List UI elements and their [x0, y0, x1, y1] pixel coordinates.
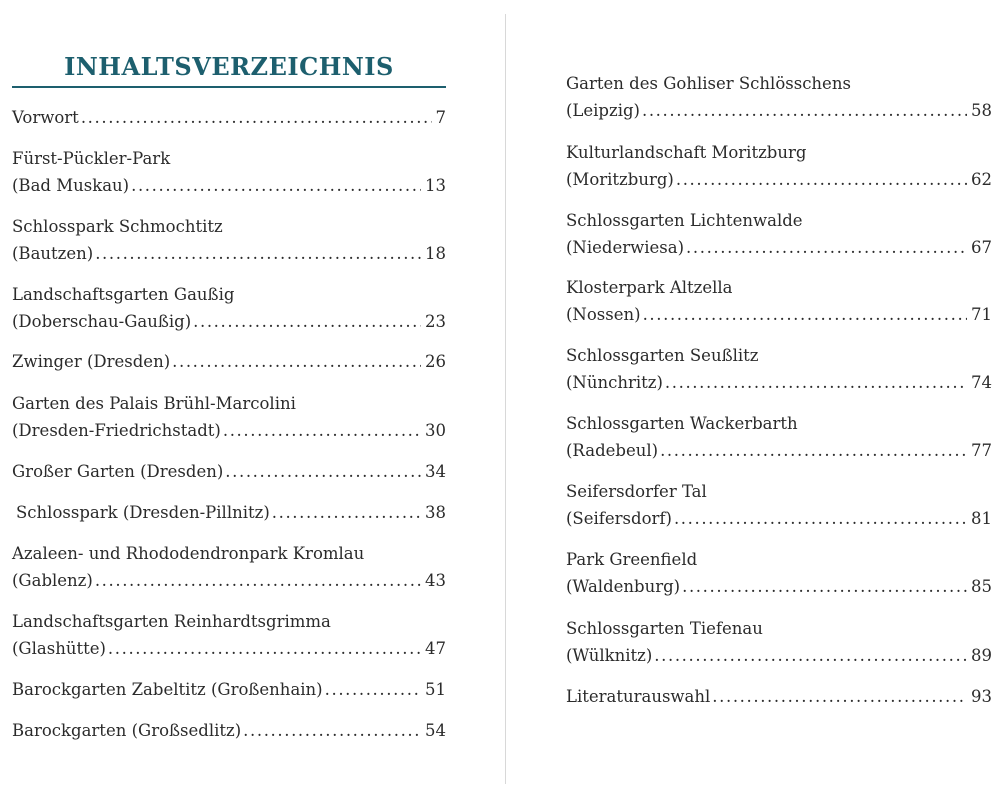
toc-page-number: 62 [971, 170, 992, 189]
toc-entry-location: (Doberschau-Gaußig) [12, 312, 192, 331]
toc-entry[interactable] [12, 104, 446, 131]
toc-page-number: 47 [425, 639, 446, 658]
dot-leader [193, 308, 421, 335]
toc-entry-title: Schlossgarten Seußlitz [566, 346, 759, 365]
dot-leader [682, 573, 967, 600]
toc-entry-title: Garten des Gohliser Schlösschens [566, 74, 851, 93]
toc-entry-title: Schlosspark Schmochtitz [12, 217, 223, 236]
toc-entry-location: Zwinger (Dresden) [12, 352, 171, 371]
toc-entry[interactable] [12, 499, 446, 526]
toc-entry[interactable] [12, 717, 446, 744]
toc-entry-title: Schlossgarten Lichtenwalde [566, 211, 803, 230]
toc-entry[interactable] [566, 139, 992, 193]
toc-page-number: 67 [971, 238, 992, 257]
toc-entry-location: (Leipzig) [566, 101, 640, 120]
toc-entry-location: Schlosspark (Dresden-Pillnitz) [16, 503, 270, 522]
toc-entry-location: (Waldenburg) [566, 577, 681, 596]
toc-page-number: 89 [971, 646, 992, 665]
toc-entry-title: Schlossgarten Tiefenau [566, 619, 763, 638]
dot-leader [95, 567, 421, 594]
dot-leader [325, 676, 421, 703]
toc-page-number: 7 [435, 108, 446, 127]
toc-page-number: 43 [425, 571, 446, 590]
dot-leader [131, 172, 421, 199]
toc-entry-location: Barockgarten Zabeltitz (Großenhain) [12, 680, 323, 699]
toc-entry-location: (Nünchritz) [566, 373, 663, 392]
toc-entry-location: (Wülknitz) [566, 646, 653, 665]
dot-leader [686, 234, 967, 261]
right-page [566, 0, 992, 800]
toc-entry-title: Seifersdorfer Tal [566, 482, 707, 501]
toc-page-number: 81 [971, 509, 992, 528]
toc-page-number: 74 [971, 373, 992, 392]
toc-page-number: 85 [971, 577, 992, 596]
dot-leader [243, 717, 421, 744]
dot-leader [665, 369, 967, 396]
toc-entry-location: (Glashütte) [12, 639, 106, 658]
dot-leader [108, 635, 421, 662]
dot-leader [223, 417, 421, 444]
toc-page-number: 71 [971, 305, 992, 324]
dot-leader [172, 348, 421, 375]
toc-page-number: 23 [425, 312, 446, 331]
toc-entry[interactable] [566, 615, 992, 669]
toc-page-number: 54 [425, 721, 446, 740]
toc-entry[interactable] [566, 683, 992, 710]
dot-leader [654, 642, 967, 669]
toc-page-number: 51 [425, 680, 446, 699]
toc-page-number: 18 [425, 244, 446, 263]
toc-entry-location: (Dresden-Friedrichstadt) [12, 421, 221, 440]
dot-leader [272, 499, 421, 526]
toc-page-number: 77 [971, 441, 992, 460]
toc-entry[interactable] [566, 342, 992, 396]
toc-entry-title: Fürst-Pückler-Park [12, 149, 171, 168]
toc-entry-location: Vorwort [12, 108, 79, 127]
toc-entry-location: Barockgarten (Großsedlitz) [12, 721, 242, 740]
dot-leader [642, 97, 967, 124]
left-page [12, 0, 446, 800]
toc-entry-location: (Moritzburg) [566, 170, 674, 189]
toc-entry-location: (Seifersdorf) [566, 509, 672, 528]
toc-entry-location: (Radebeul) [566, 441, 659, 460]
toc-page-number: 30 [425, 421, 446, 440]
toc-entry[interactable] [566, 207, 992, 261]
dot-leader [676, 166, 967, 193]
toc-entry[interactable] [12, 458, 446, 485]
toc-page-number: 58 [971, 101, 992, 120]
title-underline [12, 86, 446, 88]
toc-entry[interactable] [12, 390, 446, 444]
dot-leader [643, 301, 967, 328]
toc-entry-title: Klosterpark Altzella [566, 278, 733, 297]
toc-title: INHALTSVERZEICHNIS [64, 52, 394, 81]
dot-leader [712, 683, 967, 710]
toc-entry[interactable] [12, 145, 446, 199]
dot-leader [225, 458, 421, 485]
toc-entry[interactable] [566, 70, 992, 124]
toc-entry-location: (Bad Muskau) [12, 176, 130, 195]
toc-entry[interactable] [12, 348, 446, 375]
dot-leader [95, 240, 421, 267]
toc-entry-title: Park Greenfield [566, 550, 698, 569]
toc-entry[interactable] [12, 676, 446, 703]
toc-entry[interactable] [12, 281, 446, 335]
toc-entry[interactable] [566, 546, 992, 600]
toc-entry-title: Kulturlandschaft Moritzburg [566, 143, 807, 162]
toc-page-number: 38 [425, 503, 446, 522]
page-divider [505, 14, 506, 784]
toc-page-number: 34 [425, 462, 446, 481]
toc-entry-location: (Bautzen) [12, 244, 94, 263]
toc-entry-title: Azaleen- und Rhododendronpark Kromlau [12, 544, 365, 563]
toc-page-number: 93 [971, 687, 992, 706]
toc-entry-location: Großer Garten (Dresden) [12, 462, 224, 481]
dot-leader [660, 437, 967, 464]
toc-page-number: 26 [425, 352, 446, 371]
toc-entry[interactable] [566, 478, 992, 532]
toc-entry[interactable] [566, 274, 992, 328]
toc-page-number: 13 [425, 176, 446, 195]
toc-entry[interactable] [12, 540, 446, 594]
toc-entry-title: Schlossgarten Wackerbarth [566, 414, 798, 433]
dot-leader [81, 104, 432, 131]
toc-entry-title: Landschaftsgarten Gaußig [12, 285, 235, 304]
toc-entry-title: Landschaftsgarten Reinhardtsgrimma [12, 612, 331, 631]
toc-entry-location: (Nossen) [566, 305, 641, 324]
toc-entry[interactable] [12, 608, 446, 662]
dot-leader [674, 505, 967, 532]
toc-entry-location: (Gablenz) [12, 571, 93, 590]
toc-entry-title: Garten des Palais Brühl-Marcolini [12, 394, 296, 413]
toc-entry-location: Literaturauswahl [566, 687, 711, 706]
toc-entry-location: (Niederwiesa) [566, 238, 685, 257]
toc-entry[interactable] [12, 213, 446, 267]
toc-entry[interactable] [566, 410, 992, 464]
